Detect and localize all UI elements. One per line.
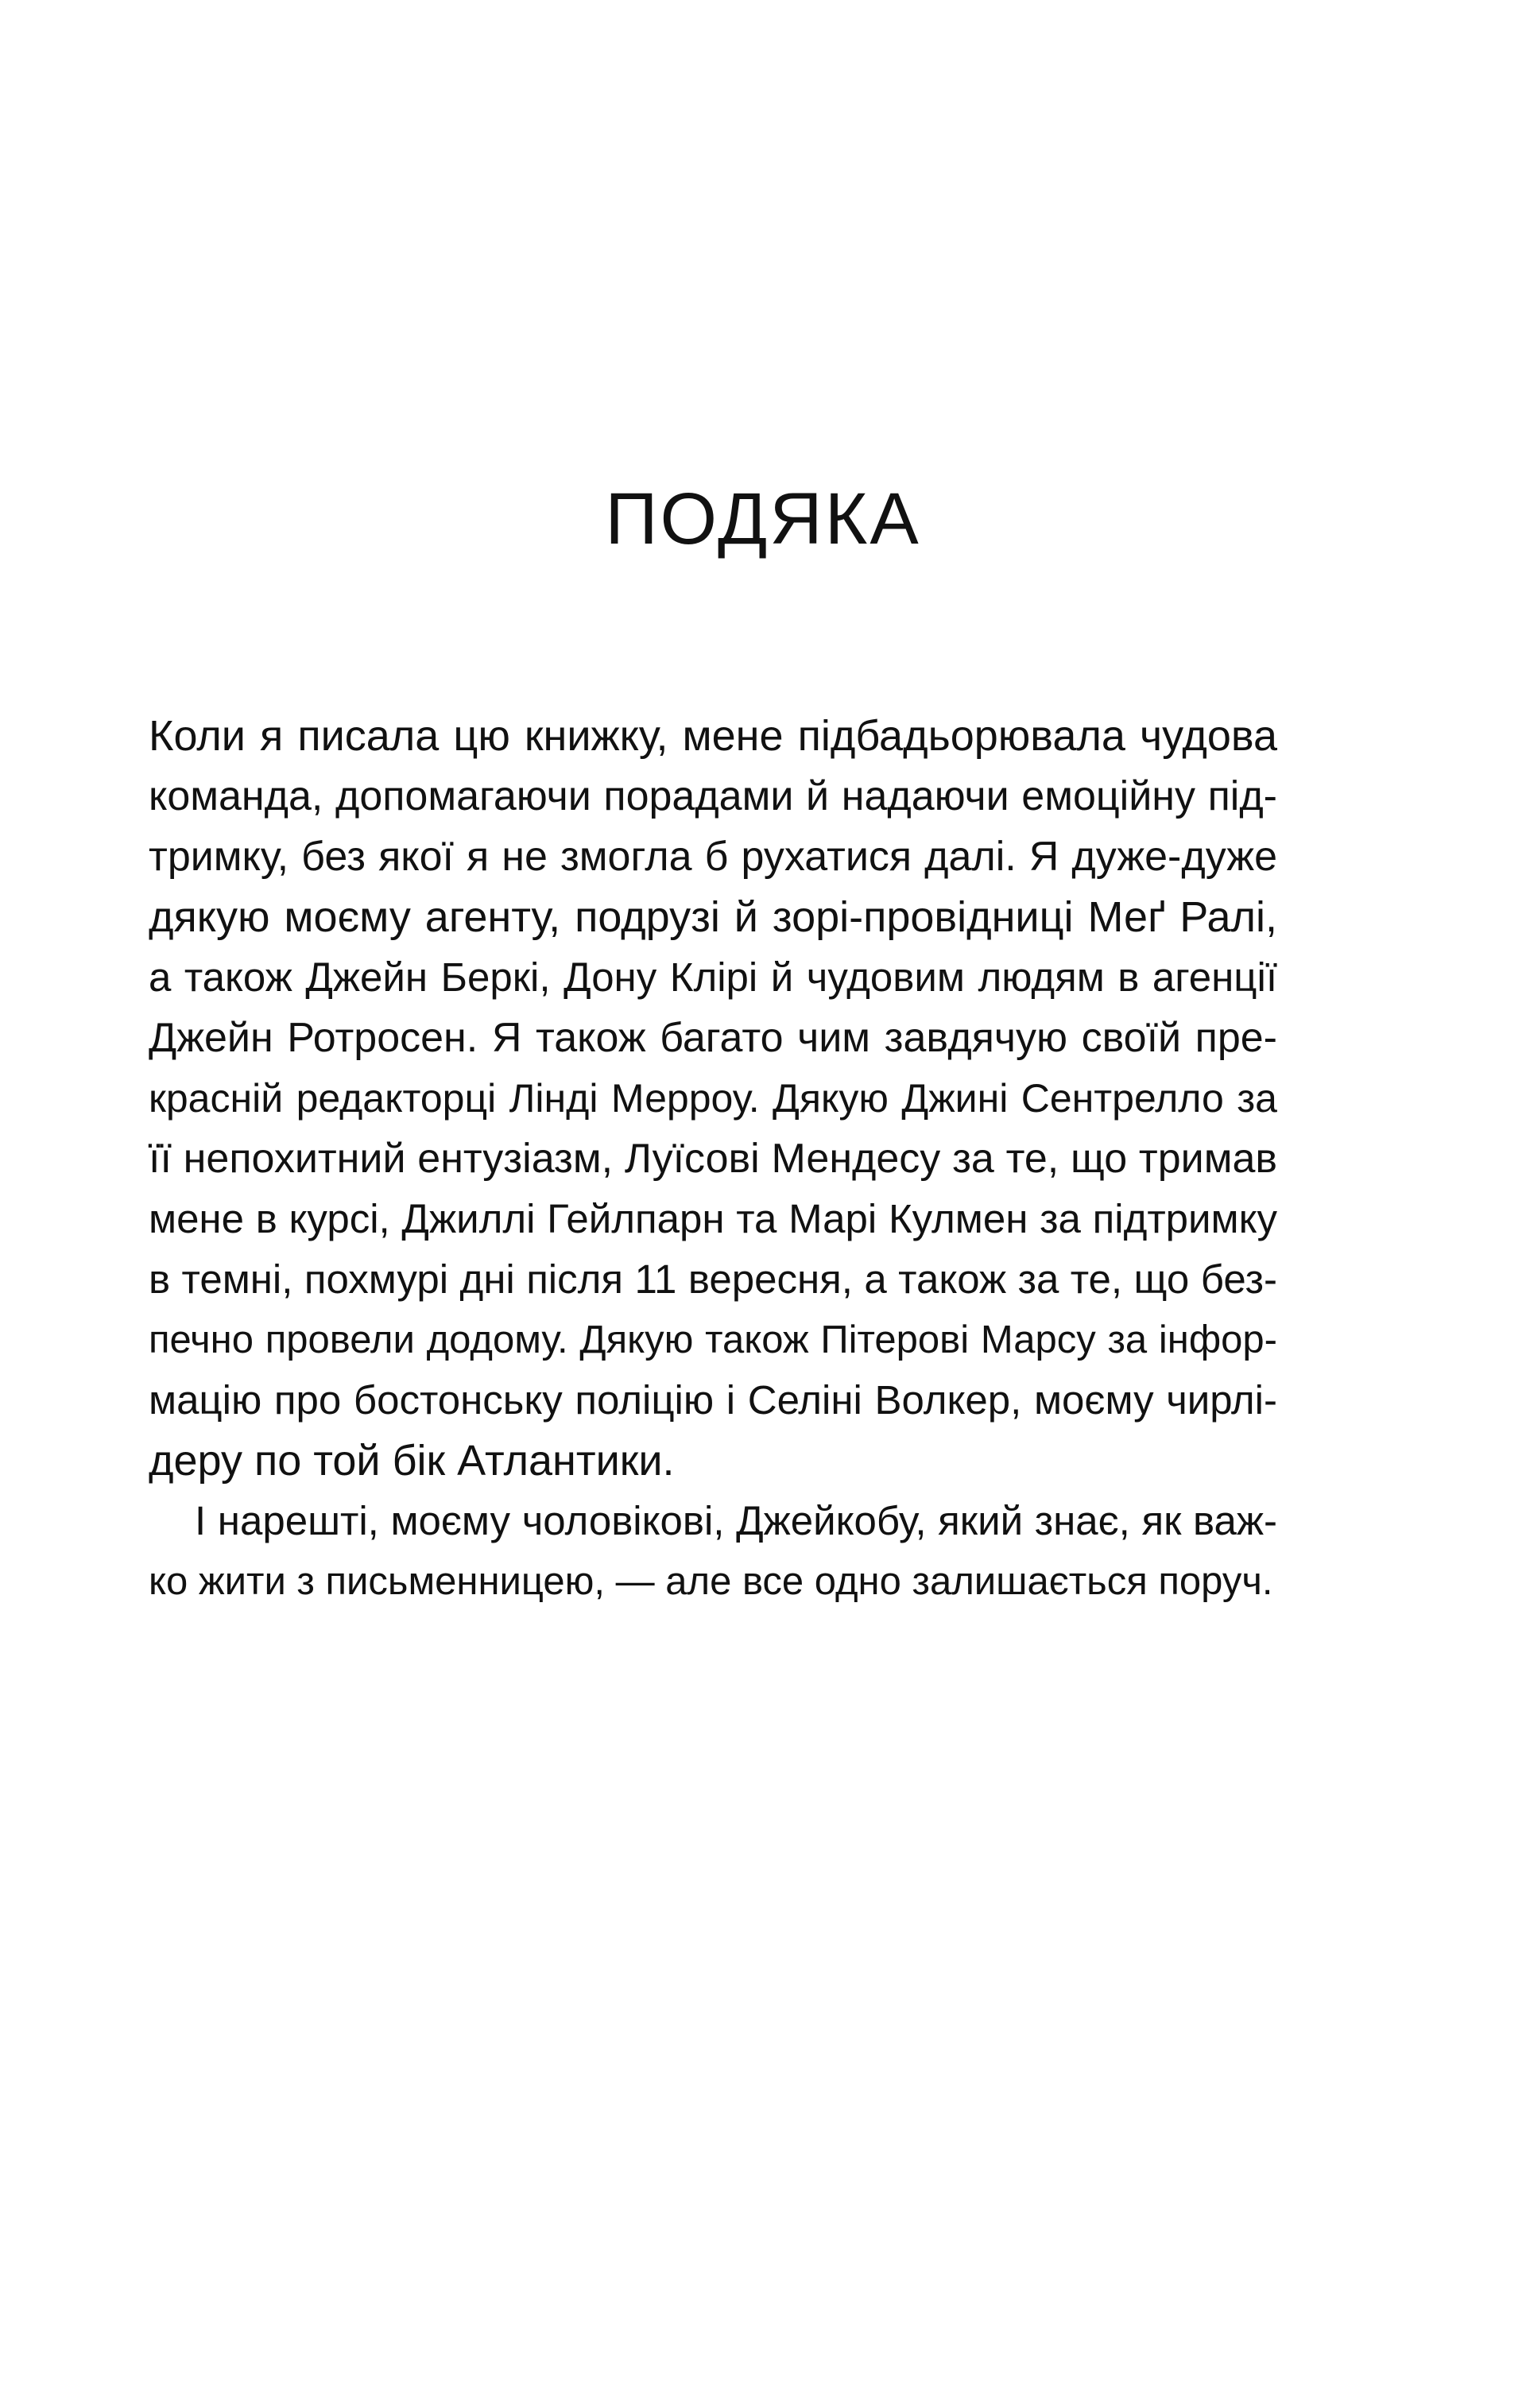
text-line: ко жити з письменницею, — але все одно залишається поруч. — [149, 1560, 1273, 1603]
text-line: тримку, без якої я не змогла б рухатися далі. Я дуже-дуже — [149, 834, 1277, 880]
text-line: Джейн Ротросен. Я також багато чим завдячую своїй пре- — [149, 1015, 1277, 1061]
text-line: в темні, похмурі дні після 11 вересня, а також за те, що без- — [149, 1256, 1277, 1302]
text-line: дякую моєму агенту, подрузі й зорі-провідниці Меґ Ралі, — [149, 893, 1277, 941]
text-line: а також Джейн Беркі, Дону Клірі й чудовим людям в агенції — [149, 954, 1277, 1000]
paragraph-1 — [149, 706, 1277, 1491]
text-line: її непохитний ентузіазм, Луїсові Мендесу за те, що тримав — [149, 1136, 1277, 1182]
text-line: І нарешті, моєму чоловікові, Джейкобу, який знає, як важ- — [195, 1498, 1277, 1543]
page-title: ПОДЯКА — [605, 478, 921, 559]
text-line: мацію про бостонську поліцію і Селіні Волкер, моєму чирлі- — [149, 1377, 1277, 1423]
paragraph-2 — [149, 1491, 1277, 1612]
text-line: печно провели додому. Дякую також Пітерові Марсу за інфор- — [149, 1318, 1277, 1361]
text-line: Коли я писала цю книжку, мене підбадьорювала чудова — [149, 712, 1277, 760]
acknowledgements-text — [149, 706, 1277, 1612]
text-line: красній редакторці Лінді Мерроу. Дякую Джині Сентрелло за — [149, 1076, 1277, 1121]
text-line: команда, допомагаючи порадами й надаючи емоційну під- — [149, 773, 1277, 819]
text-line: мене в курсі, Джиллі Гейлпарн та Марі Кулмен за підтримку — [149, 1196, 1277, 1241]
text-line: деру по той бік Атлантики. — [149, 1437, 675, 1485]
